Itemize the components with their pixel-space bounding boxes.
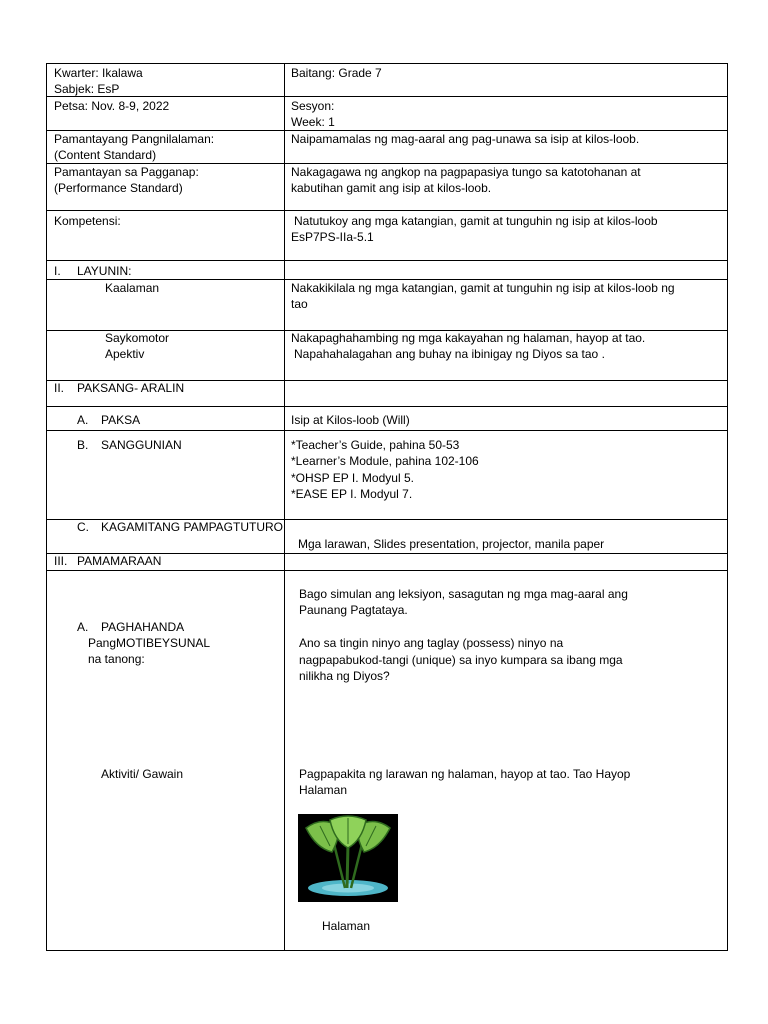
na-tanong-label: na tanong: [88, 652, 145, 666]
sanggunian-item: *Teacher’s Guide, pahina 50-53 [291, 438, 460, 452]
performance-standard-label-en: (Performance Standard) [54, 181, 183, 195]
kompetensi-value-line2: EsP7PS-IIa-5.1 [291, 230, 374, 244]
question-line3: nilikha ng Diyos? [299, 669, 390, 683]
plant-image [298, 814, 398, 902]
sanggunian-item: *EASE EP I. Modyul 7. [291, 487, 413, 501]
row-divider [47, 260, 727, 261]
content-standard-label-en: (Content Standard) [54, 148, 157, 162]
sesyon-text: Sesyon: [291, 99, 335, 113]
kaalaman-label: Kaalaman [105, 281, 160, 295]
intro-line2: Paunang Pagtataya. [299, 603, 408, 617]
intro-line1: Bago simulan ang leksiyon, sasagutan ng mga mag-aaral ang [299, 587, 628, 601]
content-standard-label: Pamantayang Pangnilalaman: [54, 132, 215, 146]
performance-standard-label: Pamantayan sa Pagganap: [54, 165, 199, 179]
performance-standard-value-line1: Nakagagawa ng angkop na pagpapasiya tungo sa katotohanan at [291, 165, 641, 179]
aktiviti-label: Aktiviti/ Gawain [101, 767, 184, 781]
row-divider [47, 570, 727, 571]
question-line1: Ano sa tingin ninyo ang taglay (possess) ninyo na [299, 636, 564, 650]
layunin-number: I. [54, 264, 61, 278]
kompetensi-value-line1: Natutukoy ang mga katangian, gamit at tunguhin ng isip at kilos-loob [294, 214, 658, 228]
pamamaraan-heading: PAMAMARAAN [77, 554, 162, 568]
paghahanda-label: PAGHAHANDA [101, 620, 185, 634]
paksang-aralin-number: II. [54, 381, 65, 395]
row-divider [47, 406, 727, 407]
kagamitan-value: Mga larawan, Slides presentation, projector, manila paper [298, 537, 605, 551]
baitang-text: Baitang: Grade 7 [291, 66, 382, 80]
kaalaman-value-line2: tao [291, 297, 308, 311]
layunin-heading: LAYUNIN: [77, 264, 132, 278]
row-divider [47, 430, 727, 431]
performance-standard-value-line2: kabutihan gamit ang isip at kilos-loob. [291, 181, 492, 195]
kaalaman-value-line1: Nakakikilala ng mga katangian, gamit at tunguhin ng isip at kilos-loob ng [291, 281, 675, 295]
week-text: Week: 1 [291, 115, 335, 129]
aktiviti-line2: Halaman [299, 783, 348, 797]
aktiviti-line1: Pagpapakita ng larawan ng halaman, hayop at tao. Tao Hayop [299, 767, 631, 781]
motibeysunal-label: PangMOTIBEYSUNAL [88, 636, 211, 650]
sanggunian-label: SANGGUNIAN [101, 438, 182, 452]
petsa-text: Petsa: Nov. 8-9, 2022 [54, 99, 170, 113]
row-divider [47, 210, 727, 211]
kwarter-text: Kwarter: Ikalawa [54, 66, 143, 80]
sanggunian-letter: B. [77, 438, 89, 452]
sabjek-text: Sabjek: EsP [54, 82, 120, 96]
content-standard-value: Naipamamalas ng mag-aaral ang pag-unawa sa isip at kilos-loob. [291, 132, 640, 146]
sanggunian-item: *OHSP EP I. Modyul 5. [291, 471, 414, 485]
column-divider [284, 64, 285, 950]
sanggunian-item: *Learner’s Module, pahina 102-106 [291, 454, 479, 468]
pamamaraan-number: III. [54, 554, 68, 568]
paksa-letter: A. [77, 413, 89, 427]
row-divider [47, 96, 727, 97]
apektiv-value: Napahahalagahan ang buhay na ibinigay ng Diyos sa tao . [294, 347, 605, 361]
paghahanda-letter: A. [77, 620, 89, 634]
paksa-label: PAKSA [101, 413, 141, 427]
paksang-aralin-heading: PAKSANG- ARALIN [77, 381, 185, 395]
question-line2: nagpapabukod-tangi (unique) sa inyo kumpara sa ibang mga [299, 653, 623, 667]
kagamitan-label: KAGAMITANG PAMPAGTUTURO [101, 520, 284, 534]
plant-caption: Halaman [322, 919, 371, 933]
saykomotor-value: Nakapaghahambing ng mga kakayahan ng halaman, hayop at tao. [291, 331, 646, 345]
apektiv-label: Apektiv [105, 347, 145, 361]
kompetensi-label: Kompetensi: [54, 214, 121, 228]
kagamitan-letter: C. [77, 520, 89, 534]
paksa-value: Isip at Kilos-loob (Will) [291, 413, 410, 427]
saykomotor-label: Saykomotor [105, 331, 170, 345]
